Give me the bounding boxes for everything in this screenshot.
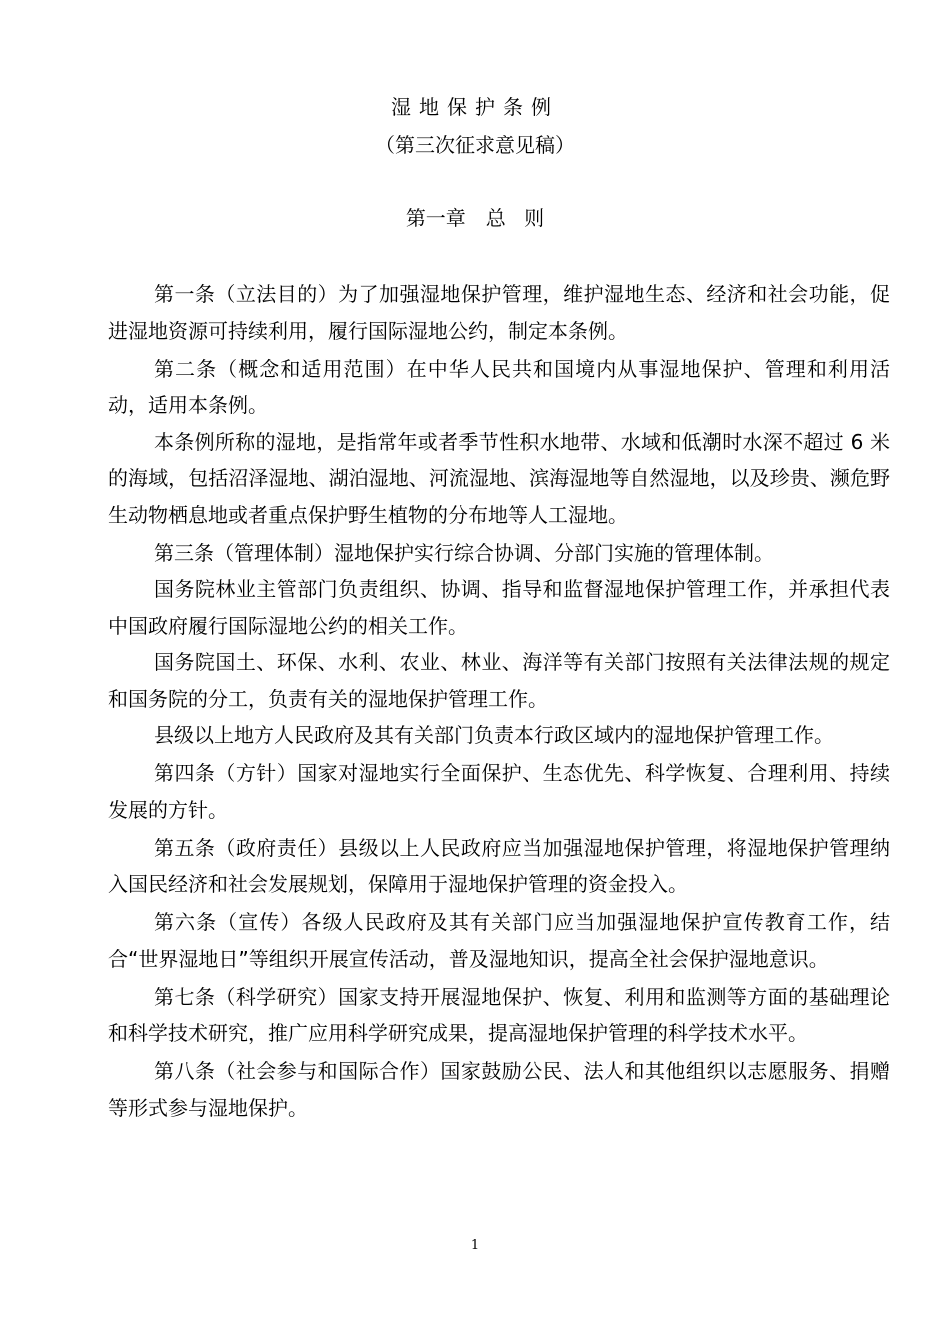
article-paragraph: 第六条（宣传）各级人民政府及其有关部门应当加强湿地保护宣传教育工作，结合“世界湿地日”等组织开展宣传活动，普及湿地知识，提高全社会保护湿地意识。 [108,910,890,971]
article-paragraph: 国务院国土、环保、水利、农业、林业、海洋等有关部门按照有关法律法规的规定和国务院的分工，负责有关的湿地保护管理工作。 [108,650,890,711]
document-subtitle: （第三次征求意见稿） [375,133,575,157]
article-paragraph: 第七条（科学研究）国家支持开展湿地保护、恢复、利用和监测等方面的基础理论和科学技术研究，推广应用科学研究成果，提高湿地保护管理的科学技术水平。 [108,984,890,1045]
article-paragraph: 国务院林业主管部门负责组织、协调、指导和监督湿地保护管理工作，并承担代表中国政府履行国际湿地公约的相关工作。 [108,577,890,638]
document-title: 湿地保护条例 [391,95,559,119]
article-paragraph: 第三条（管理体制）湿地保护实行综合协调、分部门实施的管理体制。 [154,540,774,565]
article-paragraph: 第八条（社会参与和国际合作）国家鼓励公民、法人和其他组织以志愿服务、捐赠等形式参与湿地保护。 [108,1059,890,1120]
page-number: 1 [470,1238,480,1253]
chapter-heading: 第一章 总 则 [405,206,545,230]
article-paragraph: 第二条（概念和适用范围）在中华人民共和国境内从事湿地保护、管理和利用活动，适用本条例。 [108,356,890,417]
article-paragraph: 第一条（立法目的）为了加强湿地保护管理，维护湿地生态、经济和社会功能，促进湿地资源可持续利用，履行国际湿地公约，制定本条例。 [108,282,890,343]
article-paragraph: 本条例所称的湿地，是指常年或者季节性积水地带、水域和低潮时水深不超过 6 米的海域，包括沼泽湿地、湖泊湿地、河流湿地、滨海湿地等自然湿地，以及珍贵、濒危野生动物栖息地或者重点保护野生植物的分布地等人工湿地。 [108,429,890,527]
document-body [108,276,890,1126]
article-paragraph: 第四条（方针）国家对湿地实行全面保护、生态优先、科学恢复、合理利用、持续发展的方针。 [108,761,890,822]
article-paragraph: 县级以上地方人民政府及其有关部门负责本行政区域内的湿地保护管理工作。 [154,723,834,747]
article-paragraph: 第五条（政府责任）县级以上人民政府应当加强湿地保护管理，将湿地保护管理纳入国民经济和社会发展规划，保障用于湿地保护管理的资金投入。 [108,835,890,896]
